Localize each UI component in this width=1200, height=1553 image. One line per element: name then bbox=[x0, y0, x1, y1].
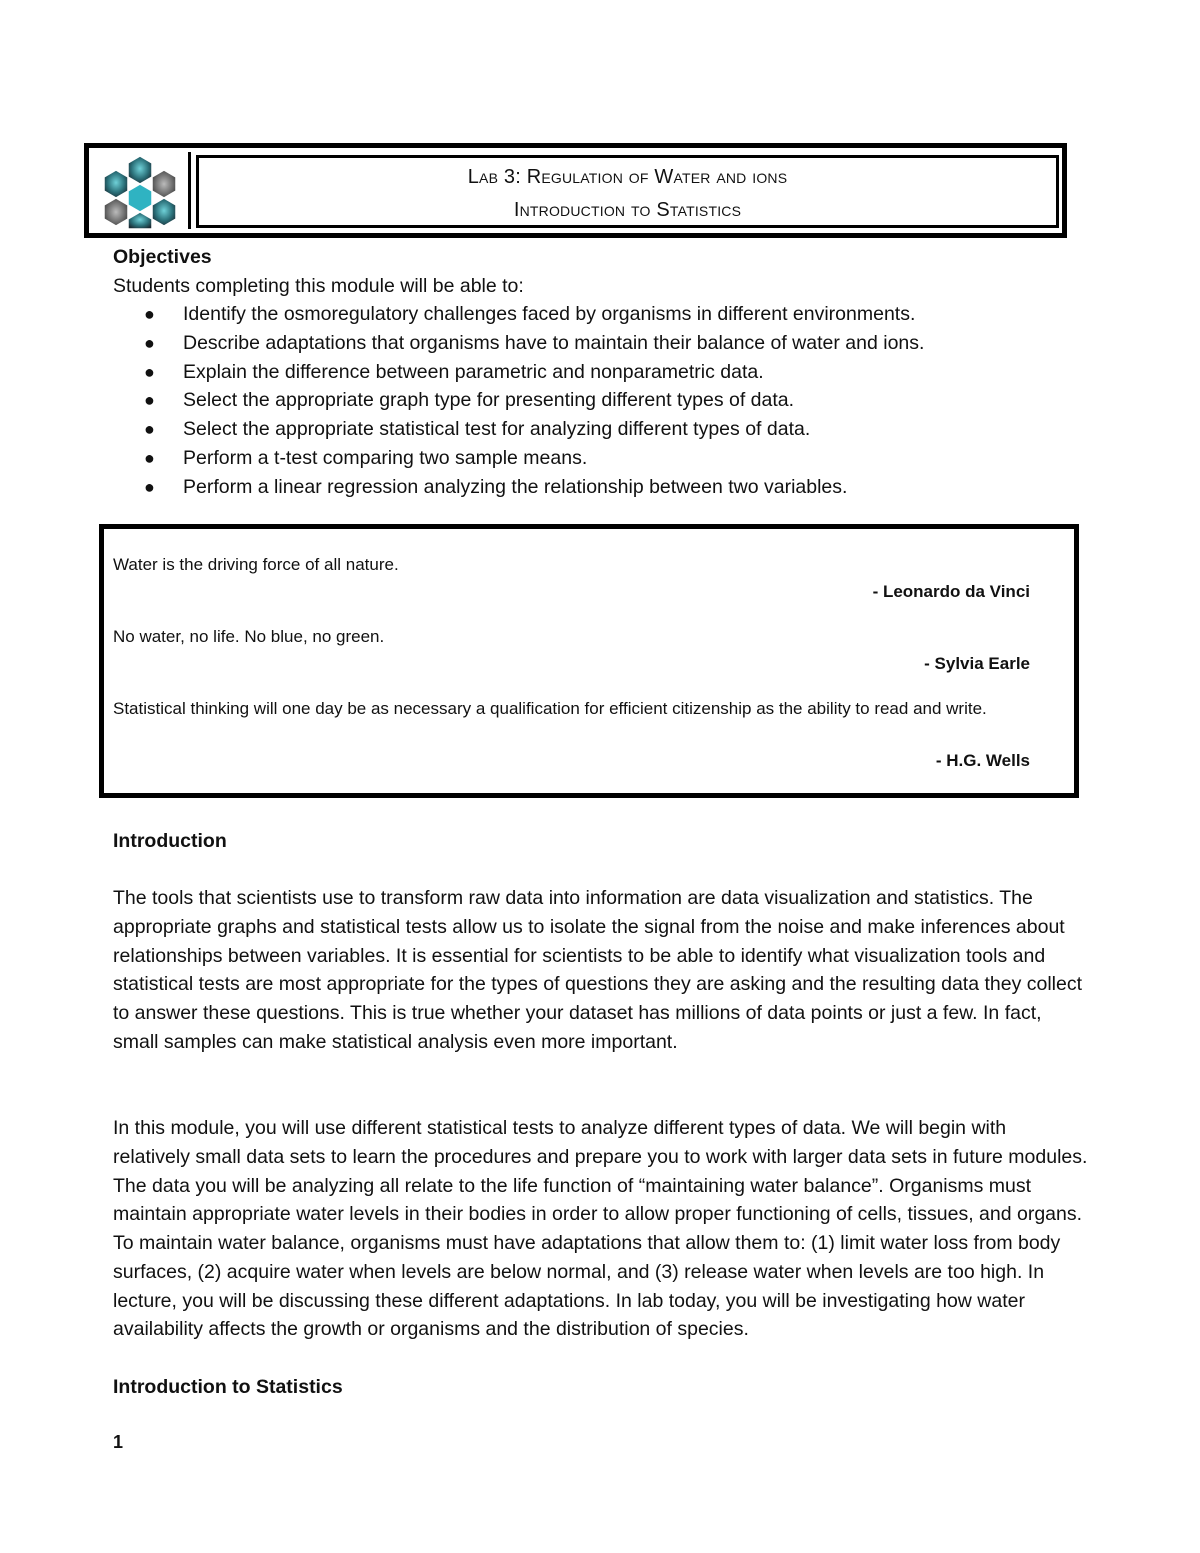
page-number: 1 bbox=[113, 1432, 124, 1452]
quote-author: - Sylvia Earle bbox=[924, 654, 1030, 673]
statistics-heading: Introduction to Statistics bbox=[113, 1376, 343, 1398]
quote-text: Statistical thinking will one day be as necessary a qualification for efficient citizenship as the ability to read and write. bbox=[113, 699, 987, 718]
hexagon-logo-icon bbox=[92, 152, 191, 229]
bullet-icon: ● bbox=[144, 447, 155, 468]
quote-author: - Leonardo da Vinci bbox=[872, 582, 1030, 601]
quote-author: - H.G. Wells bbox=[935, 751, 1030, 770]
bullet-icon: ● bbox=[144, 419, 155, 440]
bullet-icon: ● bbox=[144, 332, 155, 353]
objectives-intro: Students completing this module will be able to: bbox=[113, 275, 524, 297]
bullet-icon: ● bbox=[144, 390, 155, 411]
lab-title: Lab 3: Regulation of Water and ions bbox=[467, 166, 788, 188]
quote-text: Water is the driving force of all nature. bbox=[113, 555, 399, 574]
introduction-heading: Introduction bbox=[113, 830, 227, 852]
list-item: ● Explain the difference between parametric and nonparametric data. bbox=[140, 358, 924, 387]
list-item: ● Identify the osmoregulatory challenges faced by organisms in different environments. bbox=[140, 300, 924, 329]
objectives-heading: Objectives bbox=[113, 246, 212, 268]
list-item: ● Perform a linear regression analyzing the relationship between two variables. bbox=[140, 473, 924, 502]
lab-subtitle: Introduction to Statistics bbox=[513, 199, 742, 221]
quote-text: No water, no life. No blue, no green. bbox=[113, 627, 385, 646]
list-item: ● Describe adaptations that organisms have to maintain their balance of water and ions. bbox=[140, 329, 924, 358]
list-item: ● Select the appropriate statistical test for analyzing different types of data. bbox=[140, 415, 924, 444]
objectives-list bbox=[140, 300, 924, 502]
bullet-icon: ● bbox=[144, 361, 155, 382]
bullet-icon: ● bbox=[144, 304, 155, 324]
introduction-paragraph: In this module, you will use different statistical tests to analyze different types of data. We will begin with relatively small data sets to learn the procedures and prepare you to work with larger data sets in future modules. The data you will be analyzing all relate to the life function of “maintaining water balance”. Organisms must maintain appropriate water levels in their bodies in order to allow proper functioning of cells, tissues, and organs. To maintain water balance, organisms must have adaptations that allow them to: (1) limit water loss from body surfaces, (2) acquire water when levels are below normal, and (3) release water when levels are too high. In lecture, you will be discussing these different adaptations. In lab today, you will be investigating how water availability affects the growth or organisms and the distribution of species. bbox=[113, 1117, 1088, 1341]
bullet-icon: ● bbox=[144, 476, 155, 497]
list-item: ● Select the appropriate graph type for presenting different types of data. bbox=[140, 386, 924, 415]
list-item: ● Perform a t-test comparing two sample means. bbox=[140, 444, 924, 473]
introduction-paragraph: The tools that scientists use to transform raw data into information are data visualization and statistics. The appropriate graphs and statistical tests allow us to isolate the signal from the noise and make inferences about relationships between variables. It is essential for scientists to be able to identify what visualization tools and statistical tests are most appropriate for the types of questions they are asking and the resulting data they collect to answer these questions. This is true whether your dataset has millions of data points or just a few. In fact, small samples can make statistical analysis even more important. bbox=[113, 887, 1083, 1053]
